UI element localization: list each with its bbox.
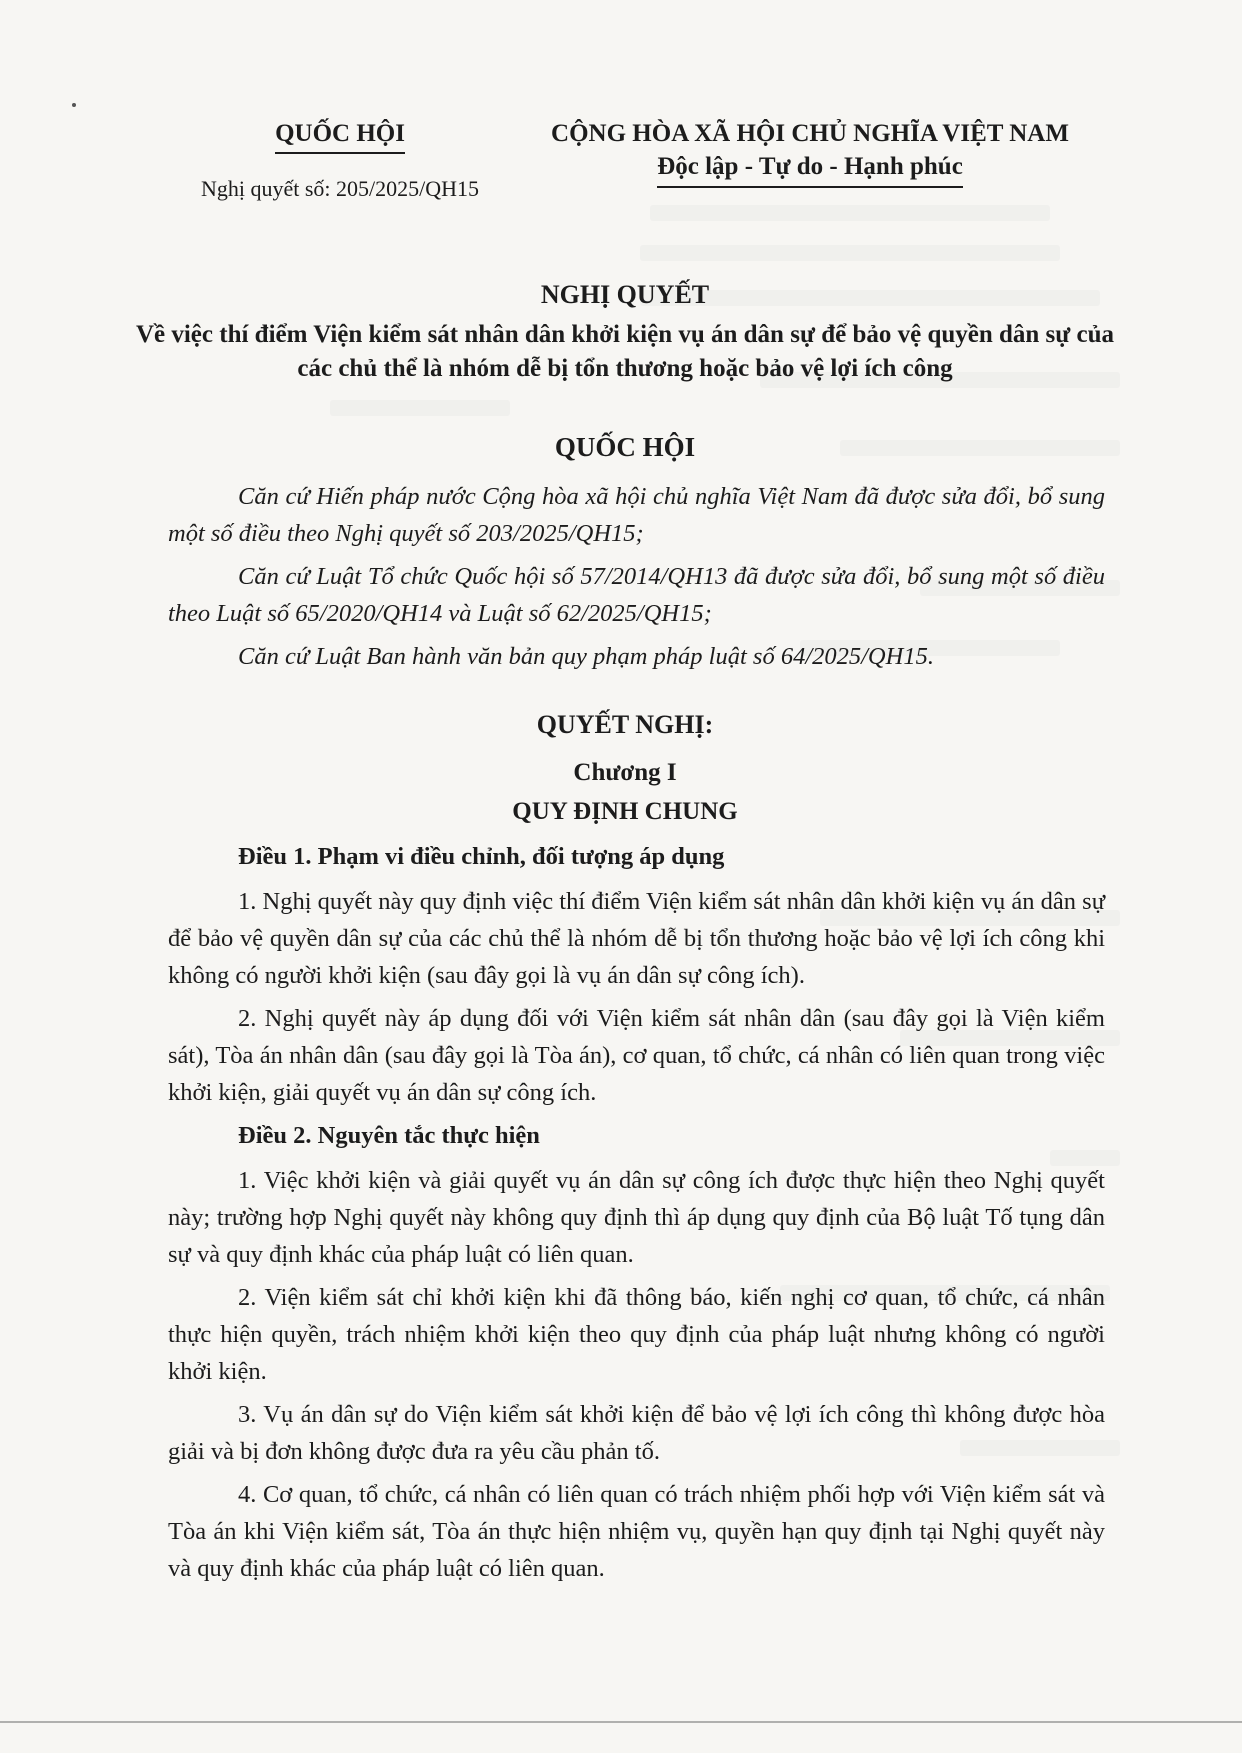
legal-basis-item: Căn cứ Luật Ban hành văn bản quy phạm pháp luật số 64/2025/QH15. bbox=[238, 643, 934, 670]
document-subtitle: Về việc thí điểm Viện kiểm sát nhân dân khởi kiện vụ án dân sự để bảo vệ quyền dân sự của các chủ thể là nhóm dễ bị tổn thương hoặc bảo vệ lợi ích công bbox=[135, 321, 1115, 382]
header-right bbox=[520, 118, 1100, 188]
article-clause: 1. Nghị quyết này quy định việc thí điểm Viện kiểm sát nhân dân khởi kiện vụ án dân sự để bảo vệ quyền dân sự của các chủ thể là nhóm dễ bị tổn thương hoặc bảo vệ lợi ích công khi không có người khởi kiện (sau đây gọi là vụ án dân sự công ích). bbox=[168, 888, 1105, 989]
header-left bbox=[160, 118, 520, 204]
legal-basis bbox=[168, 478, 1105, 681]
article-clause: 1. Việc khởi kiện và giải quyết vụ án dân sự công ích được thực hiện theo Nghị quyết này; trường hợp Nghị quyết này không quy định thì áp dụng quy định của Bộ luật Tố tụng dân sự và quy định khác của pháp luật có liên quan. bbox=[168, 1167, 1105, 1268]
chapter-title: QUY ĐỊNH CHUNG bbox=[512, 798, 738, 825]
article-clause: 3. Vụ án dân sự do Viện kiểm sát khởi kiện để bảo vệ lợi ích công thì không được hòa giải và bị đơn không được đưa ra yêu cầu phản tố. bbox=[168, 1401, 1105, 1465]
article-heading: Điều 2. Nguyên tắc thực hiện bbox=[238, 1122, 540, 1149]
legal-basis-item: Căn cứ Hiến pháp nước Cộng hòa xã hội chủ nghĩa Việt Nam đã được sửa đổi, bổ sung một số điều theo Nghị quyết số 203/2025/QH15; bbox=[168, 483, 1105, 547]
scan-edge-line bbox=[0, 1721, 1242, 1723]
article-clause: 2. Nghị quyết này áp dụng đối với Viện kiểm sát nhân dân (sau đây gọi là Viện kiểm sát), Tòa án nhân dân (sau đây gọi là Tòa án), cơ quan, tổ chức, cá nhân có liên quan trong việc khởi kiện, giải quyết vụ án dân sự công ích. bbox=[168, 1005, 1105, 1106]
chapter-number: Chương I bbox=[573, 759, 677, 786]
organization-name: QUỐC HỘI bbox=[275, 118, 405, 154]
articles-content bbox=[168, 838, 1105, 1593]
article-heading: Điều 1. Phạm vi điều chỉnh, đối tượng áp dụng bbox=[238, 843, 725, 870]
national-motto: Độc lập - Tự do - Hạnh phúc bbox=[657, 150, 963, 188]
decision-heading: QUYẾT NGHỊ: bbox=[536, 710, 714, 739]
resolution-number: Nghị quyết số: 205/2025/QH15 bbox=[200, 176, 480, 201]
legal-basis-item: Căn cứ Luật Tổ chức Quốc hội số 57/2014/QH13 đã được sửa đổi, bổ sung một số điều theo Luật số 65/2020/QH14 và Luật số 62/2025/QH15; bbox=[168, 563, 1105, 627]
scan-speck bbox=[72, 103, 76, 107]
issuer-heading: QUỐC HỘI bbox=[554, 432, 696, 462]
article-clause: 2. Viện kiểm sát chỉ khởi kiện khi đã thông báo, kiến nghị cơ quan, tổ chức, cá nhân thực hiện quyền, trách nhiệm khởi kiện theo quy định của pháp luật nhưng không có người khởi kiện. bbox=[168, 1284, 1105, 1385]
article-clause: 4. Cơ quan, tổ chức, cá nhân có liên quan có trách nhiệm phối hợp với Viện kiểm sát và Tòa án khi Viện kiểm sát, Tòa án thực hiện nhiệm vụ, quyền hạn quy định tại Nghị quyết này và quy định khác của pháp luật có liên quan. bbox=[168, 1481, 1105, 1582]
country-name: CỘNG HÒA XÃ HỘI CHỦ NGHĨA VIỆT NAM bbox=[551, 120, 1069, 147]
document-title: NGHỊ QUYẾT bbox=[540, 280, 710, 309]
